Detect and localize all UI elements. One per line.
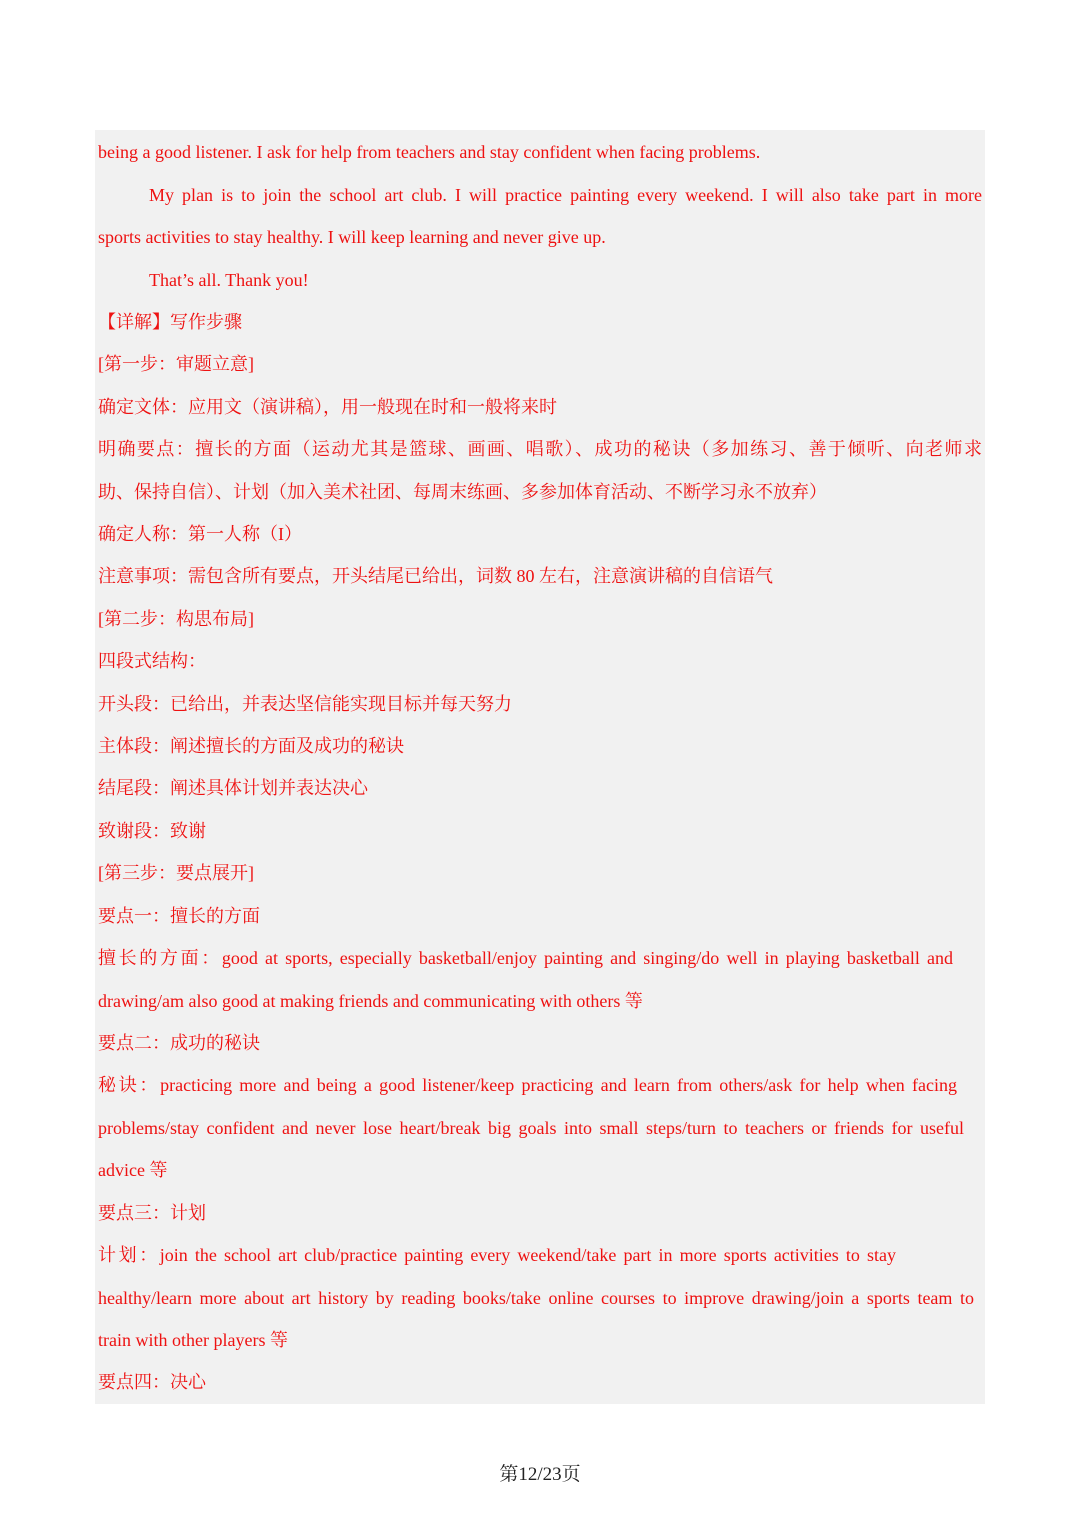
text-line: My plan is to join the school art club. I will practice painting every weekend. I will also take part in more bbox=[149, 185, 982, 205]
text-line: 四段式结构： bbox=[98, 651, 206, 671]
step-heading: [第三步：要点展开] bbox=[98, 863, 254, 883]
text-line: being a good listener. I ask for help from teachers and stay confident when facing problems. bbox=[98, 142, 761, 162]
document-content bbox=[95, 130, 985, 1404]
page-number: 第12/23页 bbox=[499, 1464, 581, 1485]
text-line: 计划：join the school art club/practice painting every weekend/take part in more sports activities to stay bbox=[98, 1245, 896, 1265]
text-line: 致谢段：致谢 bbox=[98, 821, 206, 841]
text-line: 开头段：已给出，并表达坚信能实现目标并每天努力 bbox=[98, 694, 512, 714]
text-line: healthy/learn more about art history by reading books/take online courses to improve drawing/join a sports team to bbox=[98, 1288, 974, 1308]
step-heading: [第一步：审题立意] bbox=[98, 354, 254, 374]
text-line: 确定人称：第一人称（I） bbox=[98, 524, 302, 544]
text-line: 注意事项：需包含所有要点，开头结尾已给出，词数 80 左右，注意演讲稿的自信语气 bbox=[98, 566, 773, 586]
text-line: 明确要点：擅长的方面（运动尤其是篮球、画画、唱歌）、成功的秘诀（多加练习、善于倾听、向老师求 bbox=[98, 439, 982, 459]
text-line: 擅长的方面：good at sports, especially basketball/enjoy painting and singing/do well in playing basketball and bbox=[98, 948, 953, 968]
step-heading: [第二步：构思布局] bbox=[98, 609, 254, 629]
section-heading: 【详解】写作步骤 bbox=[98, 312, 242, 332]
point-heading: 要点一：擅长的方面 bbox=[98, 906, 260, 926]
text-line: 助、保持自信）、计划（加入美术社团、每周末练画、多参加体育活动、不断学习永不放弃） bbox=[98, 482, 827, 502]
point-heading: 要点四：决心 bbox=[98, 1372, 206, 1392]
text-line: 秘诀：practicing more and being a good listener/keep practicing and learn from others/ask for help when facing bbox=[98, 1075, 957, 1095]
text-line: That’s all. Thank you! bbox=[149, 270, 309, 290]
text-line: advice 等 bbox=[98, 1160, 168, 1180]
text-line: train with other players 等 bbox=[98, 1330, 288, 1350]
text-line: drawing/am also good at making friends and communicating with others 等 bbox=[98, 991, 643, 1011]
text-line: problems/stay confident and never lose heart/break big goals into small steps/turn to teachers or friends for useful bbox=[98, 1118, 964, 1138]
text-line: 主体段：阐述擅长的方面及成功的秘诀 bbox=[98, 736, 404, 756]
point-heading: 要点三：计划 bbox=[98, 1203, 206, 1223]
text-line: 结尾段：阐述具体计划并表达决心 bbox=[98, 778, 368, 798]
point-heading: 要点二：成功的秘诀 bbox=[98, 1033, 260, 1053]
text-line: sports activities to stay healthy. I will keep learning and never give up. bbox=[98, 227, 606, 247]
text-line: 确定文体：应用文（演讲稿），用一般现在时和一般将来时 bbox=[98, 397, 557, 417]
